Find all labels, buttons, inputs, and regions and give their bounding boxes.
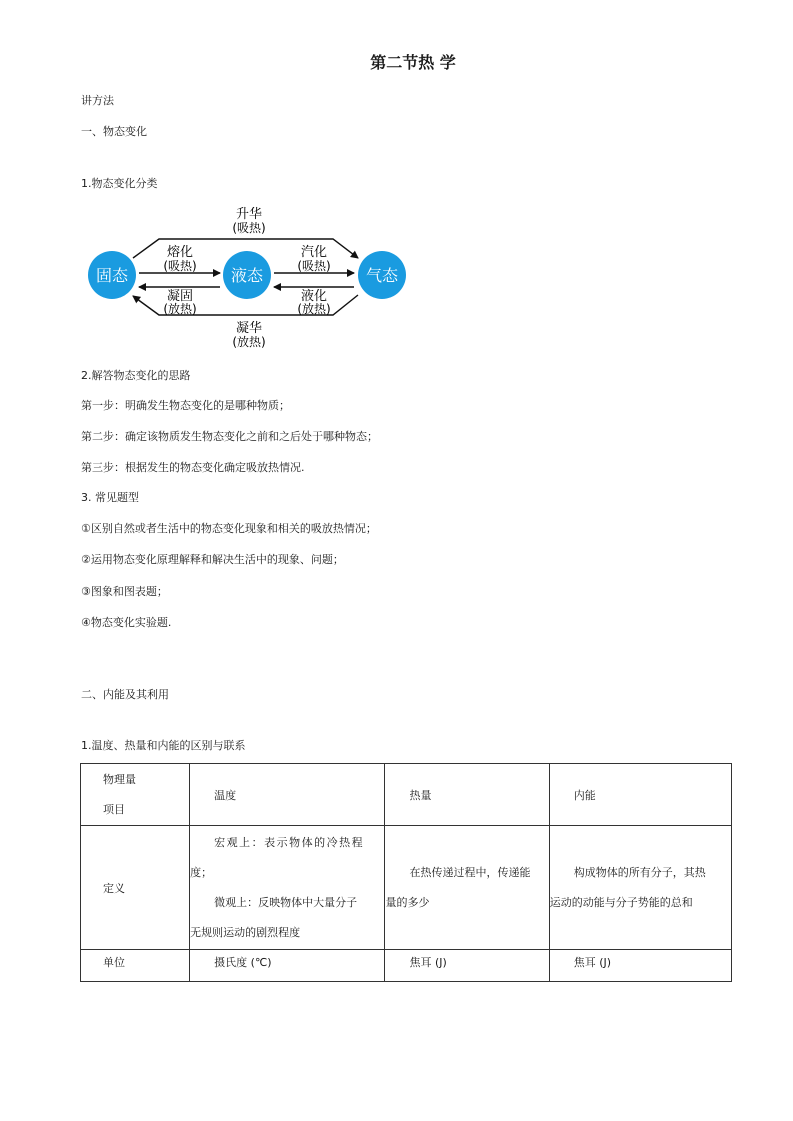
intro-label: 讲方法 [81,94,114,107]
step-1: 第一步：明确发生物态变化的是哪种物质； [81,399,290,412]
sublimation-label: 升华 [235,207,263,222]
question-type-2: ②运用物态变化原理解释和解决生活中的现象、问题； [81,553,344,566]
sublimation-heat: (吸热) [232,221,266,235]
energy-unit: 焦耳 (J) [549,950,731,982]
vaporization-heat: (吸热) [297,259,331,273]
table-row-unit [81,950,732,982]
freezing-label: 凝固 [166,289,194,304]
liquefaction-heat: (放热) [297,302,331,316]
question-type-3: ③图象和图表题； [81,585,168,598]
header-heat: 热量 [385,764,549,826]
row-label-unit: 单位 [81,950,190,982]
temperature-definition-cell [190,826,385,950]
step-2: 第二步：确定该物质发生物态变化之前和之后处于哪种物态； [81,430,378,443]
gas-state-label: 气态 [365,266,399,285]
deposition-label: 凝华 [235,321,263,336]
section-heading-2: 二、内能及其利用 [81,688,169,701]
table-header-row [81,764,732,826]
deposition-heat: (放热) [232,335,266,349]
melting-label: 熔化 [166,245,194,260]
liquid-state-label: 液态 [230,266,264,285]
phase-change-diagram [86,200,416,352]
temperature-definition-line-4: 无规则运动的剧烈程度 [190,925,301,939]
temperature-definition-line-2: 度； [190,865,213,879]
corner-cell [81,764,190,826]
question-type-1: ①区别自然或者生活中的物态变化现象和相关的吸放热情况； [81,522,377,535]
temperature-definition-line-3: 微观上：反映物体中大量分子 [214,895,358,909]
heat-unit: 焦耳 (J) [385,950,549,982]
melting-heat: (吸热) [163,259,197,273]
comparison-table [80,763,732,982]
question-type-4: ④物态变化实验题. [81,616,172,629]
liquefaction-label: 液化 [300,289,328,304]
row-label-definition: 定义 [81,826,190,950]
header-temperature: 温度 [190,764,385,826]
step-3: 第三步：根据发生的物态变化确定吸放热情况. [81,461,305,474]
subheading-question-types: 3. 常见题型 [81,491,139,504]
subheading-comparison: 1.温度、热量和内能的区别与联系 [81,739,246,752]
freezing-heat: (放热) [163,302,197,316]
corner-top-text: 物理量 [103,772,136,786]
temperature-definition-line-1: 宏观上：表示物体的冷热程 [214,835,365,849]
heat-definition-cell [385,826,549,950]
subheading-classification: 1.物态变化分类 [81,177,158,190]
heat-definition-line-2: 量的多少 [385,895,430,909]
energy-definition-line-1: 构成物体的所有分子，其热 [573,865,706,879]
corner-bottom-text: 项目 [103,802,125,816]
header-internal-energy: 内能 [549,764,731,826]
solid-state-label: 固态 [95,266,129,285]
temperature-unit: 摄氏度 (℃) [190,950,385,982]
energy-definition-line-2: 运动的动能与分子势能的总和 [549,895,693,909]
subheading-approach: 2.解答物态变化的思路 [81,369,191,382]
heat-definition-line-1: 在热传递过程中，传递能 [409,865,531,879]
table-row-definition [81,826,732,950]
energy-definition-cell [549,826,731,950]
vaporization-label: 汽化 [300,245,328,260]
section-heading-1: 一、物态变化 [81,125,147,138]
page-title: 第二节热 学 [370,53,456,72]
